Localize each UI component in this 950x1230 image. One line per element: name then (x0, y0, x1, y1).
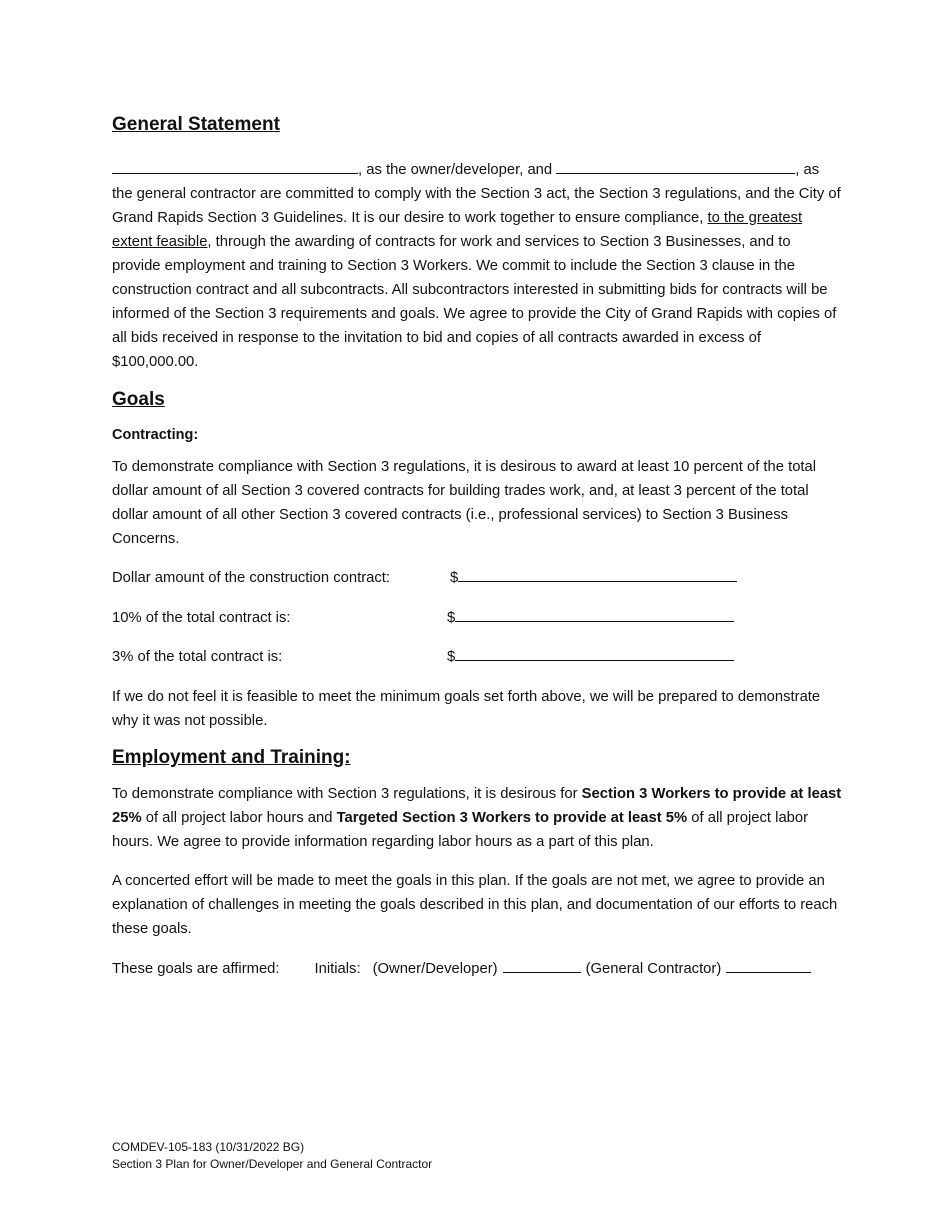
dollar-sign: $ (450, 570, 459, 586)
general-contractor-label: (General Contractor) (585, 961, 722, 977)
general-statement-heading: General Statement (112, 114, 280, 135)
form-title: Section 3 Plan for Owner/Developer and General Contractor (112, 1157, 433, 1171)
form-id: COMDEV-105-183 (10/31/2022 BG) (112, 1140, 305, 1154)
owner-developer-label: (Owner/Developer) (372, 961, 498, 977)
owner-initials-field[interactable] (503, 957, 581, 973)
affirmation-line (112, 957, 842, 981)
ten-percent-amount-field[interactable] (455, 606, 734, 622)
general-statement-paragraph: , as the owner/developer, and , as the general contractor are committed to comply with the Section 3 act, the Section 3 regulations, and the City of Grand Rapids Section 3 Guidelines. It is our desire to work together to ensure compliance, to the greatest extent feasible, through the awarding of contracts for work and services to Section 3 Businesses, and to provide employment and training to Section 3 Workers. We commit to include the Section 3 clause in the construction contract and all subcontracts. All subcontractors interested in submitting bids for contracts will be informed of the Section 3 requirements and goals. We agree to provide the City of Grand Rapids with copies of all bids received in response to the invitation to bid and copies of all contracts awarded in excess of $100,000.00. (112, 158, 842, 374)
three-percent-label: 3% of the total contract is: (112, 649, 283, 665)
contracting-heading: Contracting: (112, 427, 199, 443)
owner-developer-name-field[interactable] (112, 158, 358, 174)
page-footer (112, 1139, 432, 1173)
three-percent-amount-field[interactable] (455, 645, 734, 661)
general-contractor-name-field[interactable] (556, 158, 795, 174)
construction-amount-row (112, 566, 842, 590)
employment-training-heading: Employment and Training: (112, 747, 351, 768)
ten-percent-row (112, 606, 842, 630)
goals-heading: Goals (112, 389, 165, 410)
dollar-sign: $ (447, 610, 456, 626)
construction-amount-label: Dollar amount of the construction contract: (112, 570, 390, 586)
ten-percent-label: 10% of the total contract is: (112, 610, 291, 626)
three-percent-row (112, 645, 842, 669)
contractor-initials-field[interactable] (726, 957, 811, 973)
employment-paragraph: To demonstrate compliance with Section 3 regulations, it is desirous for Section 3 Workers to provide at least 25% of all project labor hours and Targeted Section 3 Workers to provide at least 5% of all project labor hours. We agree to provide information regarding labor hours as a part of this plan. (112, 786, 842, 850)
underlined-phrase: to the greatest extent feasible (112, 210, 803, 250)
contracting-paragraph: To demonstrate compliance with Section 3 regulations, it is desirous to award at least 10 percent of the total dollar amount of all Section 3 covered contracts for building trades work, and, at least 3 percent of the total dollar amount of all other Section 3 covered contracts (i.e., professional services) to Section 3 Business Concerns. (112, 459, 817, 547)
document-body (112, 112, 842, 981)
construction-amount-field[interactable] (458, 566, 737, 582)
initials-label: Initials: (314, 961, 361, 977)
feasibility-paragraph: If we do not feel it is feasible to meet the minimum goals set forth above, we will be prepared to demonstrate why it was not possible. (112, 689, 821, 729)
concerted-effort-paragraph: A concerted effort will be made to meet the goals in this plan. If the goals are not met, we agree to provide an explanation of challenges in meeting the goals described in this plan, and documentation of our efforts to reach these goals. (112, 873, 838, 937)
affirm-label: These goals are affirmed: (112, 961, 280, 977)
dollar-sign: $ (447, 649, 456, 665)
